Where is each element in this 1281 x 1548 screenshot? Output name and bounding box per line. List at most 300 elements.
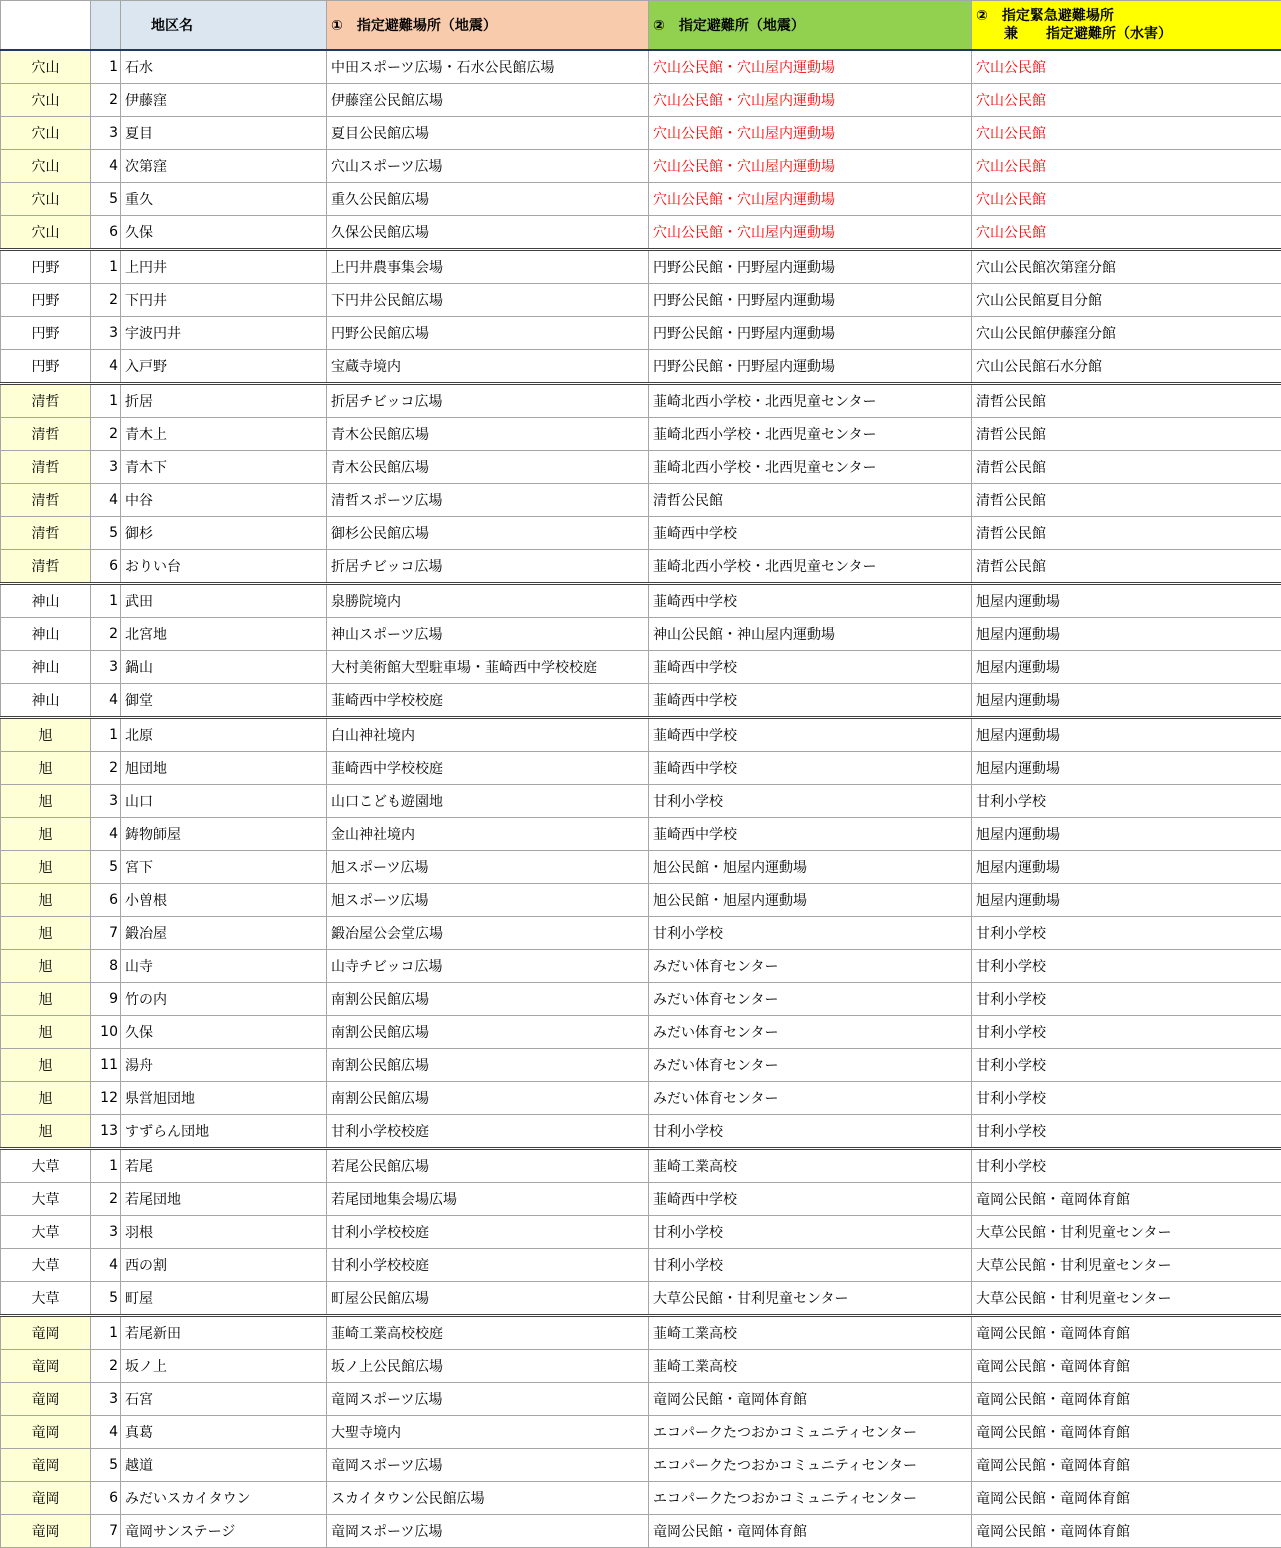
earthquake-evac-area-cell: 旭スポーツ広場 (327, 851, 649, 884)
flood-shelter-cell: 甘利小学校 (972, 1016, 1281, 1049)
district-name-cell: 町屋 (121, 1282, 327, 1316)
earthquake-shelter-cell: みだい体育センター (649, 1082, 972, 1115)
number-cell: 1 (91, 1149, 121, 1183)
earthquake-shelter-cell: 甘利小学校 (649, 1249, 972, 1282)
number-cell: 8 (91, 950, 121, 983)
header-earthquake-shelter: ② 指定避難所（地震） (649, 1, 972, 51)
flood-shelter-cell: 清哲公民館 (972, 418, 1281, 451)
table-row (1, 284, 1281, 317)
district-name-cell: 湯舟 (121, 1049, 327, 1082)
flood-shelter-cell: 穴山公民館 (972, 216, 1281, 250)
flood-shelter-cell: 穴山公民館次第窪分館 (972, 250, 1281, 284)
earthquake-evac-area-cell: 金山神社境内 (327, 818, 649, 851)
table-row (1, 183, 1281, 216)
table-row (1, 250, 1281, 284)
area-cell: 清哲 (1, 484, 91, 517)
area-cell: 大草 (1, 1282, 91, 1316)
table-row (1, 884, 1281, 917)
number-cell: 3 (91, 451, 121, 484)
earthquake-shelter-cell: 竜岡公民館・竜岡体育館 (649, 1383, 972, 1416)
earthquake-evac-area-cell: 坂ノ上公民館広場 (327, 1350, 649, 1383)
earthquake-evac-area-cell: 青木公民館広場 (327, 418, 649, 451)
flood-shelter-cell: 竜岡公民館・竜岡体育館 (972, 1482, 1281, 1515)
number-cell: 5 (91, 1449, 121, 1482)
area-cell: 清哲 (1, 451, 91, 484)
flood-shelter-cell: 大草公民館・甘利児童センター (972, 1216, 1281, 1249)
earthquake-shelter-cell: 韮崎西中学校 (649, 651, 972, 684)
table-row (1, 50, 1281, 84)
earthquake-shelter-cell: 円野公民館・円野屋内運動場 (649, 350, 972, 384)
earthquake-evac-area-cell: 夏目公民館広場 (327, 117, 649, 150)
header-flood-shelter-line2: 兼 指定避難所（水害） (976, 25, 1277, 43)
area-cell: 竜岡 (1, 1482, 91, 1515)
flood-shelter-cell: 甘利小学校 (972, 1149, 1281, 1183)
flood-shelter-cell: 竜岡公民館・竜岡体育館 (972, 1416, 1281, 1449)
earthquake-shelter-cell: 韮崎北西小学校・北西児童センター (649, 550, 972, 584)
area-cell: 穴山 (1, 84, 91, 117)
district-name-cell: 竜岡サンステージ (121, 1515, 327, 1548)
earthquake-evac-area-cell: 韮崎西中学校校庭 (327, 684, 649, 718)
area-cell: 竜岡 (1, 1515, 91, 1548)
earthquake-shelter-cell: 韮崎西中学校 (649, 684, 972, 718)
flood-shelter-cell: 穴山公民館 (972, 50, 1281, 84)
district-name-cell: 山寺 (121, 950, 327, 983)
earthquake-evac-area-cell: 重久公民館広場 (327, 183, 649, 216)
earthquake-evac-area-cell: 南割公民館広場 (327, 1082, 649, 1115)
table-row (1, 117, 1281, 150)
header-number (91, 1, 121, 51)
table-row (1, 983, 1281, 1016)
flood-shelter-cell: 穴山公民館石水分館 (972, 350, 1281, 384)
area-cell: 旭 (1, 785, 91, 818)
district-name-cell: 西の割 (121, 1249, 327, 1282)
earthquake-shelter-cell: みだい体育センター (649, 950, 972, 983)
table-row (1, 950, 1281, 983)
table-row (1, 216, 1281, 250)
number-cell: 5 (91, 851, 121, 884)
flood-shelter-cell: 穴山公民館 (972, 150, 1281, 183)
earthquake-shelter-cell: 韮崎西中学校 (649, 718, 972, 752)
flood-shelter-cell: 旭屋内運動場 (972, 752, 1281, 785)
district-name-cell: 宇波円井 (121, 317, 327, 350)
earthquake-shelter-cell: 韮崎北西小学校・北西児童センター (649, 418, 972, 451)
flood-shelter-cell: 穴山公民館伊藤窪分館 (972, 317, 1281, 350)
area-cell: 旭 (1, 818, 91, 851)
number-cell: 2 (91, 618, 121, 651)
district-name-cell: 越道 (121, 1449, 327, 1482)
area-cell: 大草 (1, 1249, 91, 1282)
table-row (1, 1383, 1281, 1416)
earthquake-evac-area-cell: 清哲スポーツ広場 (327, 484, 649, 517)
earthquake-shelter-cell: 旭公民館・旭屋内運動場 (649, 884, 972, 917)
area-cell: 旭 (1, 718, 91, 752)
number-cell: 1 (91, 1316, 121, 1350)
earthquake-evac-area-cell: 山口こども遊園地 (327, 785, 649, 818)
earthquake-evac-area-cell: 大村美術館大型駐車場・韮崎西中学校校庭 (327, 651, 649, 684)
number-cell: 5 (91, 1282, 121, 1316)
flood-shelter-cell: 旭屋内運動場 (972, 718, 1281, 752)
number-cell: 2 (91, 84, 121, 117)
area-cell: 旭 (1, 950, 91, 983)
district-name-cell: 若尾団地 (121, 1183, 327, 1216)
district-name-cell: 重久 (121, 183, 327, 216)
table-row (1, 1515, 1281, 1548)
district-name-cell: 武田 (121, 584, 327, 618)
flood-shelter-cell: 清哲公民館 (972, 451, 1281, 484)
earthquake-evac-area-cell: 竜岡スポーツ広場 (327, 1515, 649, 1548)
district-name-cell: 県営旭団地 (121, 1082, 327, 1115)
table-row (1, 651, 1281, 684)
district-name-cell: 竹の内 (121, 983, 327, 1016)
earthquake-shelter-cell: 円野公民館・円野屋内運動場 (649, 250, 972, 284)
flood-shelter-cell: 大草公民館・甘利児童センター (972, 1282, 1281, 1316)
number-cell: 2 (91, 284, 121, 317)
area-cell: 竜岡 (1, 1449, 91, 1482)
area-cell: 旭 (1, 1115, 91, 1149)
district-name-cell: おりい台 (121, 550, 327, 584)
earthquake-shelter-cell: 大草公民館・甘利児童センター (649, 1282, 972, 1316)
district-name-cell: 真葛 (121, 1416, 327, 1449)
area-cell: 神山 (1, 684, 91, 718)
earthquake-evac-area-cell: 旭スポーツ広場 (327, 884, 649, 917)
number-cell: 9 (91, 983, 121, 1016)
table-row (1, 1082, 1281, 1115)
table-row (1, 84, 1281, 117)
earthquake-evac-area-cell: スカイタウン公民館広場 (327, 1482, 649, 1515)
earthquake-evac-area-cell: 下円井公民館広場 (327, 284, 649, 317)
earthquake-shelter-cell: 穴山公民館・穴山屋内運動場 (649, 117, 972, 150)
number-cell: 4 (91, 818, 121, 851)
number-cell: 10 (91, 1016, 121, 1049)
earthquake-shelter-cell: エコパークたつおかコミュニティセンター (649, 1416, 972, 1449)
table-body (1, 50, 1281, 1548)
district-name-cell: 久保 (121, 1016, 327, 1049)
earthquake-evac-area-cell: 南割公民館広場 (327, 1016, 649, 1049)
earthquake-shelter-cell: 韮崎西中学校 (649, 517, 972, 550)
district-name-cell: 石宮 (121, 1383, 327, 1416)
table-row (1, 1449, 1281, 1482)
table-row (1, 584, 1281, 618)
flood-shelter-cell: 旭屋内運動場 (972, 584, 1281, 618)
flood-shelter-cell: 甘利小学校 (972, 983, 1281, 1016)
table-row (1, 1016, 1281, 1049)
number-cell: 6 (91, 1482, 121, 1515)
number-cell: 4 (91, 484, 121, 517)
earthquake-evac-area-cell: 久保公民館広場 (327, 216, 649, 250)
flood-shelter-cell: 甘利小学校 (972, 917, 1281, 950)
table-row (1, 1249, 1281, 1282)
number-cell: 7 (91, 1515, 121, 1548)
area-cell: 旭 (1, 1049, 91, 1082)
number-cell: 7 (91, 917, 121, 950)
area-cell: 大草 (1, 1149, 91, 1183)
area-cell: 竜岡 (1, 1350, 91, 1383)
table-row (1, 1350, 1281, 1383)
district-name-cell: 坂ノ上 (121, 1350, 327, 1383)
earthquake-shelter-cell: 穴山公民館・穴山屋内運動場 (649, 84, 972, 117)
earthquake-evac-area-cell: 上円井農事集会場 (327, 250, 649, 284)
earthquake-shelter-cell: 韮崎工業高校 (649, 1149, 972, 1183)
number-cell: 6 (91, 216, 121, 250)
earthquake-shelter-cell: 韮崎北西小学校・北西児童センター (649, 451, 972, 484)
earthquake-shelter-cell: 穴山公民館・穴山屋内運動場 (649, 183, 972, 216)
earthquake-shelter-cell: 韮崎工業高校 (649, 1350, 972, 1383)
district-name-cell: 青木上 (121, 418, 327, 451)
table-row (1, 718, 1281, 752)
number-cell: 4 (91, 1249, 121, 1282)
flood-shelter-cell: 甘利小学校 (972, 1049, 1281, 1082)
flood-shelter-cell: 竜岡公民館・竜岡体育館 (972, 1383, 1281, 1416)
flood-shelter-cell: 甘利小学校 (972, 1082, 1281, 1115)
earthquake-shelter-cell: 円野公民館・円野屋内運動場 (649, 317, 972, 350)
number-cell: 6 (91, 550, 121, 584)
district-name-cell: 若尾 (121, 1149, 327, 1183)
area-cell: 旭 (1, 1082, 91, 1115)
district-name-cell: 下円井 (121, 284, 327, 317)
flood-shelter-cell: 旭屋内運動場 (972, 851, 1281, 884)
area-cell: 旭 (1, 884, 91, 917)
earthquake-evac-area-cell: 韮崎西中学校校庭 (327, 752, 649, 785)
area-cell: 穴山 (1, 117, 91, 150)
table-row (1, 150, 1281, 183)
flood-shelter-cell: 旭屋内運動場 (972, 651, 1281, 684)
district-name-cell: 鋳物師屋 (121, 818, 327, 851)
flood-shelter-cell: 清哲公民館 (972, 550, 1281, 584)
earthquake-evac-area-cell: 折居チビッコ広場 (327, 550, 649, 584)
flood-shelter-cell: 大草公民館・甘利児童センター (972, 1249, 1281, 1282)
flood-shelter-cell: 清哲公民館 (972, 384, 1281, 418)
flood-shelter-cell: 清哲公民館 (972, 484, 1281, 517)
district-name-cell: 久保 (121, 216, 327, 250)
area-cell: 旭 (1, 917, 91, 950)
earthquake-shelter-cell: 甘利小学校 (649, 1216, 972, 1249)
district-name-cell: 若尾新田 (121, 1316, 327, 1350)
earthquake-shelter-cell: 甘利小学校 (649, 917, 972, 950)
area-cell: 竜岡 (1, 1383, 91, 1416)
earthquake-shelter-cell: エコパークたつおかコミュニティセンター (649, 1449, 972, 1482)
earthquake-evac-area-cell: 南割公民館広場 (327, 983, 649, 1016)
district-name-cell: みだいスカイタウン (121, 1482, 327, 1515)
earthquake-evac-area-cell: 竜岡スポーツ広場 (327, 1449, 649, 1482)
table-row (1, 1216, 1281, 1249)
earthquake-shelter-cell: みだい体育センター (649, 1016, 972, 1049)
table-row (1, 851, 1281, 884)
number-cell: 4 (91, 1416, 121, 1449)
flood-shelter-cell: 甘利小学校 (972, 785, 1281, 818)
flood-shelter-cell: 穴山公民館 (972, 117, 1281, 150)
flood-shelter-cell: 穴山公民館 (972, 84, 1281, 117)
earthquake-shelter-cell: 韮崎北西小学校・北西児童センター (649, 384, 972, 418)
table-row (1, 517, 1281, 550)
district-name-cell: 上円井 (121, 250, 327, 284)
area-cell: 清哲 (1, 517, 91, 550)
earthquake-shelter-cell: 甘利小学校 (649, 1115, 972, 1149)
number-cell: 2 (91, 752, 121, 785)
number-cell: 2 (91, 1350, 121, 1383)
number-cell: 5 (91, 183, 121, 216)
table-row (1, 1482, 1281, 1515)
area-cell: 清哲 (1, 384, 91, 418)
flood-shelter-cell: 旭屋内運動場 (972, 818, 1281, 851)
earthquake-shelter-cell: 韮崎西中学校 (649, 584, 972, 618)
earthquake-evac-area-cell: 甘利小学校校庭 (327, 1115, 649, 1149)
area-cell: 神山 (1, 584, 91, 618)
earthquake-evac-area-cell: 竜岡スポーツ広場 (327, 1383, 649, 1416)
table-row (1, 350, 1281, 384)
earthquake-evac-area-cell: 南割公民館広場 (327, 1049, 649, 1082)
earthquake-evac-area-cell: 白山神社境内 (327, 718, 649, 752)
earthquake-shelter-cell: みだい体育センター (649, 1049, 972, 1082)
area-cell: 竜岡 (1, 1316, 91, 1350)
district-name-cell: 石水 (121, 50, 327, 84)
number-cell: 3 (91, 651, 121, 684)
district-name-cell: 入戸野 (121, 350, 327, 384)
district-name-cell: 鍋山 (121, 651, 327, 684)
district-name-cell: 折居 (121, 384, 327, 418)
number-cell: 4 (91, 150, 121, 183)
header-flood-shelter-line1: ② 指定緊急避難場所 (976, 7, 1277, 25)
number-cell: 2 (91, 1183, 121, 1216)
earthquake-shelter-cell: 韮崎西中学校 (649, 752, 972, 785)
table-row (1, 1282, 1281, 1316)
table-row (1, 484, 1281, 517)
area-cell: 旭 (1, 983, 91, 1016)
earthquake-shelter-cell: 韮崎西中学校 (649, 1183, 972, 1216)
header-district-name: 地区名 (121, 1, 327, 51)
table-row (1, 451, 1281, 484)
district-name-cell: 旭団地 (121, 752, 327, 785)
number-cell: 6 (91, 884, 121, 917)
earthquake-shelter-cell: 清哲公民館 (649, 484, 972, 517)
header-blank (1, 1, 91, 51)
area-cell: 穴山 (1, 216, 91, 250)
table-row (1, 1416, 1281, 1449)
table-row (1, 1183, 1281, 1216)
earthquake-evac-area-cell: 穴山スポーツ広場 (327, 150, 649, 183)
area-cell: 穴山 (1, 50, 91, 84)
area-cell: 円野 (1, 317, 91, 350)
area-cell: 清哲 (1, 550, 91, 584)
district-name-cell: 御堂 (121, 684, 327, 718)
district-name-cell: 小曽根 (121, 884, 327, 917)
earthquake-evac-area-cell: 泉勝院境内 (327, 584, 649, 618)
area-cell: 清哲 (1, 418, 91, 451)
table-row (1, 618, 1281, 651)
earthquake-shelter-cell: 韮崎西中学校 (649, 818, 972, 851)
earthquake-shelter-cell: エコパークたつおかコミュニティセンター (649, 1482, 972, 1515)
district-name-cell: 伊藤窪 (121, 84, 327, 117)
earthquake-shelter-cell: みだい体育センター (649, 983, 972, 1016)
earthquake-evac-area-cell: 円野公民館広場 (327, 317, 649, 350)
area-cell: 神山 (1, 651, 91, 684)
area-cell: 円野 (1, 284, 91, 317)
district-name-cell: 宮下 (121, 851, 327, 884)
district-name-cell: 次第窪 (121, 150, 327, 183)
earthquake-evac-area-cell: 若尾公民館広場 (327, 1149, 649, 1183)
number-cell: 12 (91, 1082, 121, 1115)
earthquake-evac-area-cell: 町屋公民館広場 (327, 1282, 649, 1316)
flood-shelter-cell: 旭屋内運動場 (972, 684, 1281, 718)
number-cell: 4 (91, 684, 121, 718)
number-cell: 3 (91, 317, 121, 350)
table-row (1, 550, 1281, 584)
area-cell: 円野 (1, 350, 91, 384)
earthquake-shelter-cell: 穴山公民館・穴山屋内運動場 (649, 150, 972, 183)
number-cell: 11 (91, 1049, 121, 1082)
area-cell: 旭 (1, 752, 91, 785)
area-cell: 円野 (1, 250, 91, 284)
flood-shelter-cell: 清哲公民館 (972, 517, 1281, 550)
table-row (1, 384, 1281, 418)
flood-shelter-cell: 旭屋内運動場 (972, 618, 1281, 651)
district-name-cell: 北原 (121, 718, 327, 752)
table-row (1, 818, 1281, 851)
flood-shelter-cell: 竜岡公民館・竜岡体育館 (972, 1350, 1281, 1383)
flood-shelter-cell: 旭屋内運動場 (972, 884, 1281, 917)
table-row (1, 1316, 1281, 1350)
area-cell: 穴山 (1, 183, 91, 216)
header-flood-shelter (972, 1, 1281, 51)
district-name-cell: 青木下 (121, 451, 327, 484)
flood-shelter-cell: 竜岡公民館・竜岡体育館 (972, 1515, 1281, 1548)
earthquake-shelter-cell: 旭公民館・旭屋内運動場 (649, 851, 972, 884)
area-cell: 旭 (1, 851, 91, 884)
district-name-cell: 鍛冶屋 (121, 917, 327, 950)
table-row (1, 1115, 1281, 1149)
earthquake-evac-area-cell: 神山スポーツ広場 (327, 618, 649, 651)
earthquake-evac-area-cell: 甘利小学校校庭 (327, 1216, 649, 1249)
number-cell: 1 (91, 50, 121, 84)
header-earthquake-evac-area: ① 指定避難場所（地震） (327, 1, 649, 51)
earthquake-evac-area-cell: 中田スポーツ広場・石水公民館広場 (327, 50, 649, 84)
flood-shelter-cell: 穴山公民館 (972, 183, 1281, 216)
earthquake-evac-area-cell: 韮崎工業高校校庭 (327, 1316, 649, 1350)
area-cell: 神山 (1, 618, 91, 651)
number-cell: 3 (91, 1383, 121, 1416)
earthquake-evac-area-cell: 大聖寺境内 (327, 1416, 649, 1449)
earthquake-evac-area-cell: 御杉公民館広場 (327, 517, 649, 550)
number-cell: 3 (91, 785, 121, 818)
earthquake-evac-area-cell: 折居チビッコ広場 (327, 384, 649, 418)
number-cell: 1 (91, 584, 121, 618)
area-cell: 旭 (1, 1016, 91, 1049)
flood-shelter-cell: 竜岡公民館・竜岡体育館 (972, 1183, 1281, 1216)
district-name-cell: 羽根 (121, 1216, 327, 1249)
flood-shelter-cell: 甘利小学校 (972, 950, 1281, 983)
table-row (1, 917, 1281, 950)
district-name-cell: 中谷 (121, 484, 327, 517)
earthquake-evac-area-cell: 鍛冶屋公会堂広場 (327, 917, 649, 950)
district-name-cell: 御杉 (121, 517, 327, 550)
area-cell: 大草 (1, 1183, 91, 1216)
table-row (1, 752, 1281, 785)
table-row (1, 1149, 1281, 1183)
table-row (1, 785, 1281, 818)
table-row (1, 317, 1281, 350)
number-cell: 1 (91, 718, 121, 752)
earthquake-shelter-cell: 韮崎工業高校 (649, 1316, 972, 1350)
earthquake-evac-area-cell: 甘利小学校校庭 (327, 1249, 649, 1282)
number-cell: 13 (91, 1115, 121, 1149)
number-cell: 3 (91, 1216, 121, 1249)
earthquake-shelter-cell: 円野公民館・円野屋内運動場 (649, 284, 972, 317)
earthquake-evac-area-cell: 山寺チビッコ広場 (327, 950, 649, 983)
header-row (1, 1, 1281, 51)
area-cell: 穴山 (1, 150, 91, 183)
table-row (1, 684, 1281, 718)
number-cell: 4 (91, 350, 121, 384)
district-name-cell: 夏目 (121, 117, 327, 150)
